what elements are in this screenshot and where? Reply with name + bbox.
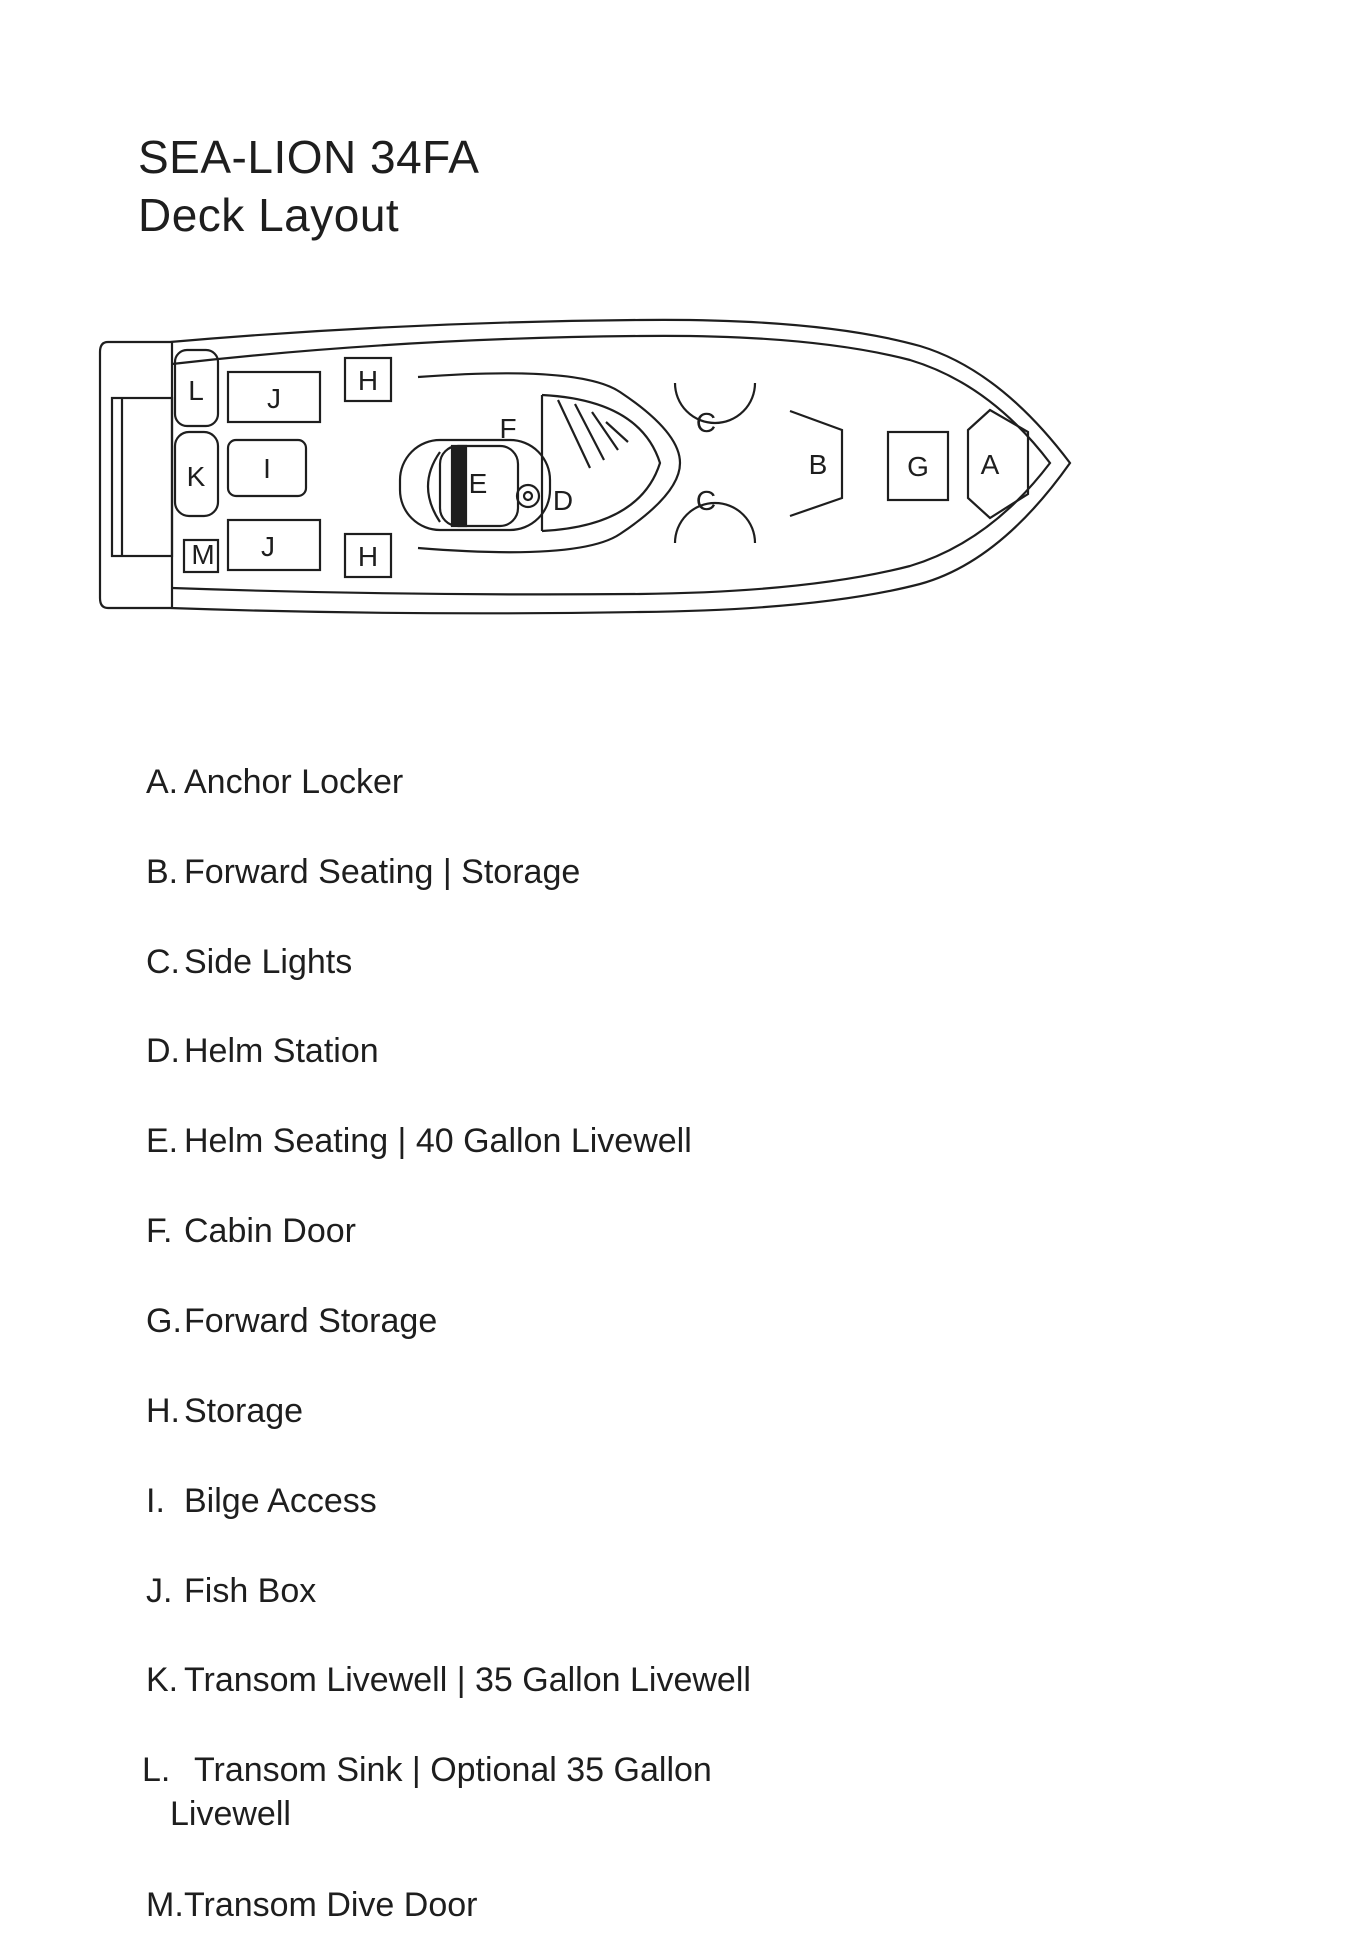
diagram-label-C-bottom: C <box>695 485 717 516</box>
diagram-label-L: L <box>188 375 204 406</box>
title-model: SEA-LION 34FA <box>138 131 480 183</box>
helm-seat-back <box>428 452 440 522</box>
steering-wheel <box>517 485 539 507</box>
legend-item-b: B. Forward Seating | Storage <box>146 853 581 891</box>
diagram-label-E: E <box>468 468 488 499</box>
legend-item-m: M.Transom Dive Door <box>146 1886 478 1924</box>
legend-item-e: E. Helm Seating | 40 Gallon Livewell <box>146 1122 692 1160</box>
helm-seat-bar <box>452 446 466 526</box>
diagram-label-I: I <box>263 453 271 484</box>
deck-layout-diagram <box>0 0 1355 700</box>
legend-item-f: F. Cabin Door <box>146 1212 356 1250</box>
legend-item-h: H. Storage <box>146 1392 304 1430</box>
diagram-label-F: F <box>499 413 517 444</box>
diagram-label-K: K <box>186 461 206 492</box>
legend-item-c: C. Side Lights <box>146 943 353 981</box>
diagram-label-H-bottom: H <box>357 541 379 572</box>
legend-item-g: G.Forward Storage <box>146 1302 438 1340</box>
legend-item-d: D. Helm Station <box>146 1032 379 1070</box>
legend-item-l: L. Transom Sink | Optional 35 Gallon Livewell <box>142 1751 712 1833</box>
legend-item-i: I. Bilge Access <box>146 1482 377 1520</box>
legend-item-j: J. Fish Box <box>146 1572 317 1610</box>
diagram-label-D: D <box>552 485 574 516</box>
diagram-label-J-top: J <box>267 383 281 414</box>
diagram-label-C-top: C <box>695 407 717 438</box>
diagram-label-G: G <box>907 451 929 482</box>
cabin-door-steps <box>558 400 628 468</box>
legend-item-k: K. Transom Livewell | 35 Gallon Livewell <box>146 1661 751 1699</box>
legend-item-a: A. Anchor Locker <box>146 763 404 801</box>
diagram-label-B: B <box>808 449 828 480</box>
diagram-label-A: A <box>980 449 1000 480</box>
steering-wheel-hub <box>524 492 532 500</box>
diagram-label-H-top: H <box>357 365 379 396</box>
diagram-label-M: M <box>191 539 215 570</box>
title-subtitle: Deck Layout <box>138 189 400 241</box>
diagram-label-J-bottom: J <box>261 531 275 562</box>
